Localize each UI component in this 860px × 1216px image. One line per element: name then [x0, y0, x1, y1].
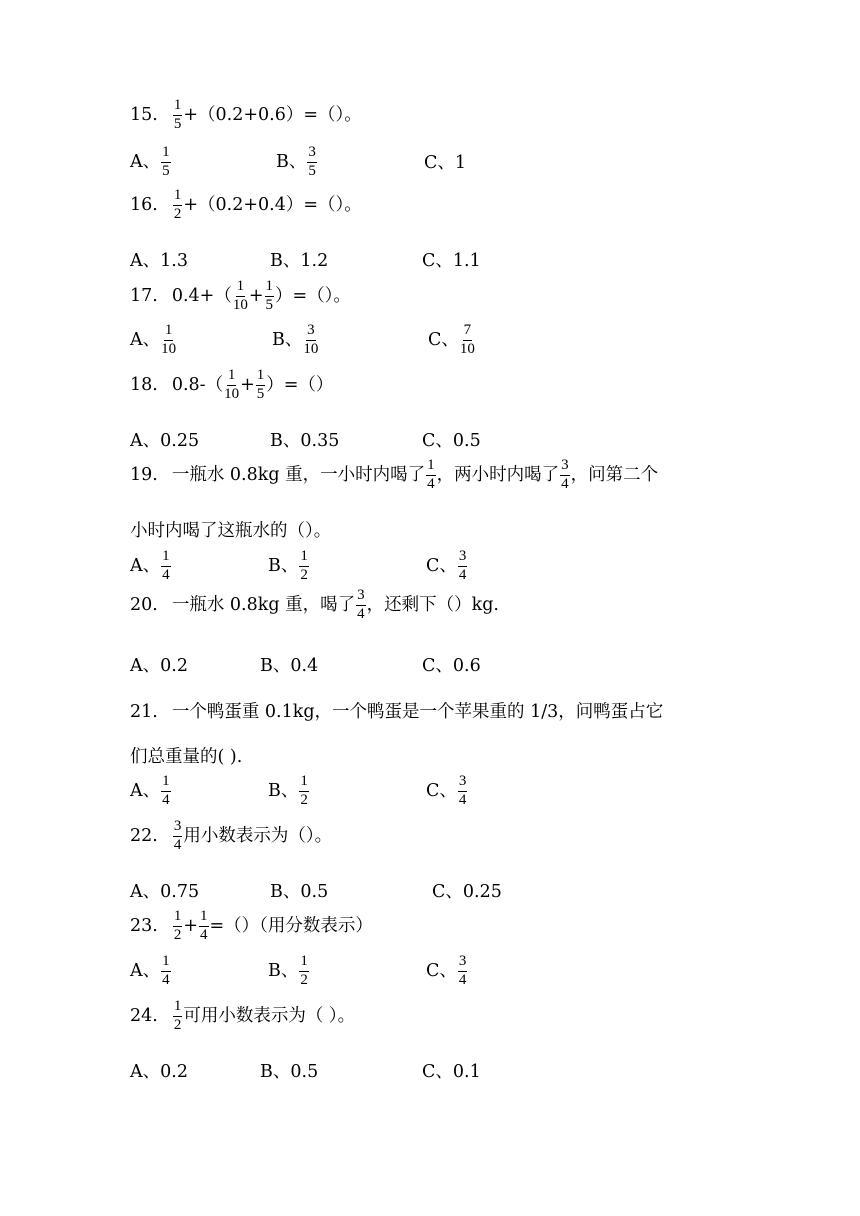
option-label: A、 [130, 329, 161, 350]
question-17-option-c[interactable] [428, 323, 476, 358]
option-label: B、 [268, 555, 299, 576]
text-segment: 0.25 [462, 882, 502, 902]
fraction-numerator: 3 [173, 819, 183, 837]
question-number: 16. [130, 194, 158, 215]
fraction-numerator: 1 [256, 368, 266, 386]
fraction-numerator: 1 [173, 188, 183, 206]
question-19-option-a[interactable] [130, 549, 172, 584]
question-20-option-c[interactable] [422, 658, 481, 676]
fraction-numerator: 3 [307, 145, 317, 163]
text-segment: 1.3 [160, 251, 188, 271]
fraction-numerator: 1 [173, 999, 183, 1017]
fraction-denominator: 4 [458, 566, 467, 583]
question-number: 15. [130, 104, 158, 125]
fraction-numerator: 1 [161, 549, 171, 567]
question-24-option-a[interactable] [130, 1064, 188, 1082]
fraction [307, 145, 317, 180]
fraction-numerator: 1 [426, 458, 436, 476]
option-label: C、 [422, 1062, 453, 1082]
text-segment: +（0.2+0.4）=（）。 [183, 194, 362, 215]
fraction [458, 954, 468, 989]
question-number: 18. [130, 374, 158, 395]
text-segment: 0.1 [452, 1062, 481, 1082]
fraction [458, 549, 468, 584]
option-label: C、 [422, 431, 453, 451]
text-segment: + [248, 285, 264, 306]
fraction-numerator: 1 [173, 909, 183, 927]
text-segment: 0.25 [160, 431, 200, 451]
question-24-option-b[interactable] [260, 1064, 318, 1082]
fraction-denominator: 4 [162, 566, 170, 583]
question-22-stem [130, 819, 332, 854]
question-21-stem [130, 704, 663, 722]
option-label: B、 [272, 329, 303, 350]
question-number: 19. [130, 464, 158, 485]
fraction [265, 279, 275, 314]
text-segment: 0.4 [290, 656, 319, 676]
fraction-numerator: 1 [161, 774, 171, 792]
fraction-numerator: 3 [458, 954, 468, 972]
question-24-option-c[interactable] [422, 1064, 481, 1082]
option-label: C、 [426, 555, 457, 576]
question-19-option-c[interactable] [426, 549, 468, 584]
text-segment: 0.4+（ [171, 285, 232, 306]
fraction [161, 323, 176, 358]
option-label: C、 [428, 329, 459, 350]
text-segment: 1.2 [300, 251, 329, 271]
question-21-option-b[interactable] [268, 774, 310, 809]
option-label: B、 [270, 431, 301, 451]
question-17-option-a[interactable] [130, 323, 177, 358]
fraction [161, 774, 171, 809]
option-label: C、 [422, 656, 453, 676]
fraction-numerator: 1 [299, 549, 309, 567]
option-label: C、 [424, 153, 455, 173]
fraction-denominator: 5 [173, 115, 182, 132]
fraction-numerator: 1 [299, 774, 309, 792]
question-20-stem [130, 588, 499, 623]
fraction-denominator: 10 [161, 340, 177, 357]
question-18-option-b[interactable] [270, 433, 339, 451]
question-number: 21. [130, 702, 158, 722]
fraction-denominator: 4 [458, 791, 467, 808]
option-label: A、 [130, 1062, 161, 1082]
question-16-option-b[interactable] [270, 253, 328, 271]
text-segment: 1 [454, 153, 467, 173]
text-segment: 0.2 [160, 656, 188, 676]
fraction-numerator: 3 [458, 549, 468, 567]
question-17-stem [130, 279, 351, 314]
fraction [299, 549, 309, 584]
question-23-option-b[interactable] [268, 954, 310, 989]
option-label: A、 [130, 780, 161, 801]
question-17-option-b[interactable] [272, 323, 319, 358]
fraction [173, 98, 183, 133]
text-segment: =（）（用分数表示） [209, 915, 373, 936]
option-label: A、 [130, 555, 161, 576]
option-label: B、 [260, 1062, 291, 1082]
question-number: 17. [130, 285, 158, 306]
fraction-denominator: 5 [308, 162, 316, 179]
question-16-stem [130, 188, 362, 223]
fraction-numerator: 1 [161, 954, 171, 972]
fraction-numerator: 1 [161, 145, 171, 163]
text-segment: + [183, 915, 199, 936]
fraction [173, 999, 183, 1034]
question-19-stem [130, 458, 658, 493]
fraction-denominator: 4 [200, 926, 208, 943]
fraction-denominator: 4 [561, 475, 569, 492]
question-15-option-b[interactable] [276, 145, 318, 180]
question-19-stem-continued: 小时内喝了这瓶水的（）。 [130, 521, 332, 541]
text-segment: 一个鸭蛋重 0.1kg，一个鸭蛋是一个苹果重的 1/3，问鸭蛋占它 [171, 702, 664, 722]
fraction [173, 188, 183, 223]
fraction-denominator: 2 [300, 971, 308, 988]
fraction-denominator: 10 [224, 385, 240, 402]
fraction-denominator: 10 [459, 340, 475, 357]
question-15-option-c[interactable] [424, 155, 466, 173]
fraction-numerator: 3 [356, 588, 366, 606]
fraction [233, 279, 248, 314]
fraction-numerator: 1 [236, 279, 246, 297]
text-segment: ）=（） [266, 374, 334, 395]
option-label: A、 [130, 431, 161, 451]
fraction-numerator: 1 [164, 323, 174, 341]
fraction-numerator: 1 [265, 279, 275, 297]
question-number: 20. [130, 594, 158, 615]
question-18-option-c[interactable] [422, 433, 481, 451]
text-segment: ，两小时内喝了 [436, 464, 560, 485]
option-label: C、 [432, 882, 463, 902]
fraction-denominator: 4 [458, 971, 467, 988]
question-22-option-b[interactable] [270, 884, 328, 902]
question-22-option-c[interactable] [432, 884, 502, 902]
fraction-denominator: 4 [427, 475, 435, 492]
option-label: B、 [276, 151, 307, 172]
question-16-option-a[interactable] [130, 253, 188, 271]
fraction-numerator: 3 [560, 458, 570, 476]
fraction [460, 323, 475, 358]
option-label: A、 [130, 882, 161, 902]
fraction-numerator: 3 [306, 323, 316, 341]
text-segment: 0.5 [290, 1062, 319, 1082]
question-18-stem [130, 368, 333, 403]
fraction-denominator: 2 [300, 791, 308, 808]
option-label: A、 [130, 960, 161, 981]
text-segment: 0.5 [452, 431, 481, 451]
text-segment: 用小数表示为（）。 [183, 825, 333, 846]
question-number: 24. [130, 1005, 158, 1026]
fraction [224, 368, 239, 403]
question-20-option-b[interactable] [260, 658, 318, 676]
fraction-denominator: 10 [303, 340, 319, 357]
question-number: 22. [130, 825, 158, 846]
fraction [426, 458, 436, 493]
option-label: B、 [260, 656, 291, 676]
fraction-denominator: 5 [162, 162, 170, 179]
fraction-numerator: 1 [199, 909, 209, 927]
fraction-denominator: 2 [173, 205, 182, 222]
fraction-denominator: 2 [300, 566, 308, 583]
fraction [161, 549, 171, 584]
text-segment: ，还剩下（）kg. [366, 594, 499, 615]
option-label: B、 [270, 882, 301, 902]
fraction-denominator: 5 [265, 296, 274, 313]
text-segment: 一瓶水 0.8kg 重，一小时内喝了 [171, 464, 426, 485]
question-15-option-a[interactable] [130, 145, 172, 180]
question-24-stem [130, 999, 355, 1034]
text-segment: 0.2 [160, 1062, 188, 1082]
fraction [256, 368, 266, 403]
question-23-option-a[interactable] [130, 954, 172, 989]
question-22-option-a[interactable] [130, 884, 199, 902]
text-segment: + [240, 374, 255, 395]
fraction [173, 819, 183, 854]
text-segment: 0.6 [452, 656, 481, 676]
fraction-denominator: 4 [357, 605, 365, 622]
fraction-denominator: 10 [232, 296, 248, 313]
fraction-numerator: 1 [299, 954, 309, 972]
text-segment: ，问第二个 [570, 464, 659, 485]
text-segment: +（0.2+0.6）=（）。 [183, 104, 362, 125]
question-18-option-a[interactable] [130, 433, 199, 451]
option-label: B、 [268, 780, 299, 801]
option-label: A、 [130, 656, 161, 676]
question-23-option-c[interactable] [426, 954, 468, 989]
option-label: A、 [130, 251, 161, 271]
question-15-stem [130, 98, 362, 133]
question-19-option-b[interactable] [268, 549, 310, 584]
fraction-numerator: 1 [227, 368, 237, 386]
question-23-stem [130, 909, 373, 944]
fraction-denominator: 4 [162, 971, 170, 988]
fraction [161, 145, 171, 180]
option-label: B、 [268, 960, 299, 981]
fraction-denominator: 5 [256, 385, 265, 402]
fraction [161, 954, 171, 989]
text-segment: 0.8-（ [171, 374, 224, 395]
text-segment: 0.35 [300, 431, 340, 451]
text-segment: 0.75 [160, 882, 200, 902]
fraction-denominator: 2 [173, 1016, 182, 1033]
question-number: 23. [130, 915, 158, 936]
option-label: C、 [422, 251, 453, 271]
fraction [560, 458, 570, 493]
question-20-option-a[interactable] [130, 658, 188, 676]
text-segment: 可用小数表示为（ ）。 [183, 1005, 356, 1026]
option-label: C、 [426, 960, 457, 981]
fraction-denominator: 4 [162, 791, 170, 808]
fraction [173, 909, 183, 944]
question-16-option-c[interactable] [422, 253, 481, 271]
fraction [458, 774, 468, 809]
fraction-numerator: 7 [463, 323, 473, 341]
question-21-option-c[interactable] [426, 774, 468, 809]
fraction [356, 588, 366, 623]
fraction-denominator: 2 [173, 926, 182, 943]
text-segment: ）=（）。 [275, 285, 351, 306]
fraction-numerator: 3 [458, 774, 468, 792]
fraction [299, 774, 309, 809]
fraction [303, 323, 318, 358]
fraction-denominator: 4 [173, 836, 182, 853]
question-21-stem-continued: 们总重量的( ). [130, 747, 243, 767]
fraction [299, 954, 309, 989]
fraction [199, 909, 209, 944]
fraction-numerator: 1 [173, 98, 183, 116]
option-label: C、 [426, 780, 457, 801]
option-label: A、 [130, 151, 161, 172]
question-21-option-a[interactable] [130, 774, 172, 809]
option-label: B、 [270, 251, 301, 271]
text-segment: 0.5 [300, 882, 329, 902]
text-segment: 1.1 [452, 251, 481, 271]
text-segment: 一瓶水 0.8kg 重，喝了 [171, 594, 356, 615]
